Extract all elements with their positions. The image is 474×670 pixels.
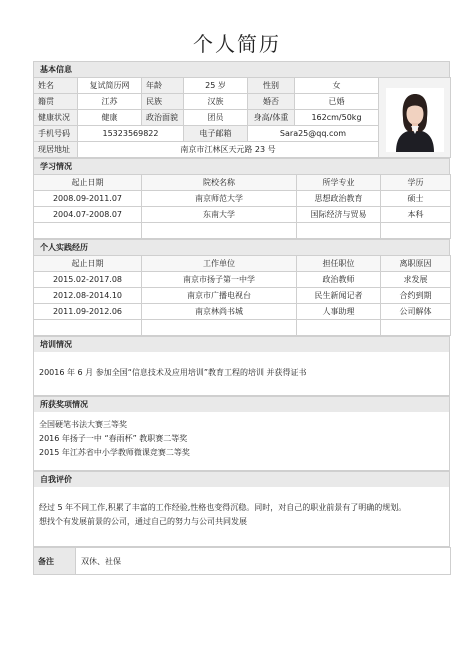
exp-employer: 南京市广播电视台 [142,288,297,304]
training-line: 20016 年 6 月 参加全国“信息技术及应用培训”教育工程的培训 并获得证书 [39,368,307,377]
table-row [34,223,451,239]
table-row [34,272,451,288]
health-value: 健康 [78,110,142,126]
experience-table [33,255,451,336]
phone-label: 手机号码 [34,126,78,142]
table-row [34,207,451,223]
awards-box [33,412,450,471]
exp-position: 人事助理 [297,304,381,320]
evaluation-box [33,487,450,547]
profile-photo [386,88,444,152]
height-weight-value: 162cm/50kg [295,110,379,126]
table-row [34,191,451,207]
section-education-heading: 学习情况 [33,158,450,174]
award-line: 2015 年江苏省中小学教师微课竞赛二等奖 [39,448,190,457]
section-awards-heading: 所获奖项情况 [33,396,450,412]
exp-position: 政治教师 [297,272,381,288]
exp-dates [34,320,142,336]
address-label: 现居地址 [34,142,78,158]
ethnicity-label: 民族 [142,94,184,110]
edu-major [297,223,381,239]
name-value: 复试简历网 [78,78,142,94]
edu-degree: 硕士 [381,191,451,207]
section-training-heading: 培训情况 [33,336,450,352]
basic-info-table [33,77,451,158]
education-table [33,174,451,239]
edu-major: 国际经济与贸易 [297,207,381,223]
political-value: 团员 [184,110,248,126]
evaluation-line: 经过 5 年不同工作,积累了丰富的工作经验,性格也变得沉稳。同时，对自己的职业前景有了明确的规划。 [39,503,407,512]
exp-employer: 南京市扬子第一中学 [142,272,297,288]
table-row [34,320,451,336]
note-label: 备注 [34,548,76,575]
health-label: 健康状况 [34,110,78,126]
edu-col-major: 所学专业 [297,175,381,191]
table-row [34,304,451,320]
page-title: 个人简历 [193,32,281,56]
marital-value: 已婚 [295,94,379,110]
gender-label: 性别 [248,78,295,94]
exp-employer: 南京林尚书城 [142,304,297,320]
exp-employer [142,320,297,336]
edu-major: 思想政治教育 [297,191,381,207]
political-label: 政治面貌 [142,110,184,126]
edu-dates [34,223,142,239]
age-value: 25 岁 [184,78,248,94]
address-value: 南京市江林区天元路 23 号 [78,142,379,158]
edu-col-school: 院校名称 [142,175,297,191]
note-value: 双休、社保 [76,548,451,575]
edu-school: 东南大学 [142,207,297,223]
exp-col-dates: 起止日期 [34,256,142,272]
height-weight-label: 身高/体重 [248,110,295,126]
exp-reason: 求发展 [381,272,451,288]
ethnicity-value: 汉族 [184,94,248,110]
exp-reason: 公司解体 [381,304,451,320]
table-row [34,288,451,304]
exp-dates: 2012.08-2014.10 [34,288,142,304]
award-line: 全国硬笔书法大赛三等奖 [39,420,127,429]
edu-school [142,223,297,239]
exp-col-employer: 工作单位 [142,256,297,272]
photo-cell [379,78,451,158]
award-line: 2016 年扬子一中 “春雨杯” 教职赛二等奖 [39,434,188,443]
edu-dates: 2004.07-2008.07 [34,207,142,223]
exp-position [297,320,381,336]
section-evaluation-heading: 自我评价 [33,471,450,487]
marital-label: 婚否 [248,94,295,110]
name-label: 姓名 [34,78,78,94]
exp-reason [381,320,451,336]
training-box [33,352,450,396]
exp-col-reason: 离职原因 [381,256,451,272]
edu-col-degree: 学历 [381,175,451,191]
exp-dates: 2015.02-2017.08 [34,272,142,288]
origin-label: 籍贯 [34,94,78,110]
edu-school: 南京师范大学 [142,191,297,207]
edu-degree [381,223,451,239]
origin-value: 江苏 [78,94,142,110]
section-basic-heading: 基本信息 [33,61,450,77]
evaluation-line: 想找个有发展前景的公司，通过自己的努力与公司共同发展 [39,517,247,526]
email-value: Sara25@qq.com [248,126,379,142]
edu-degree: 本科 [381,207,451,223]
note-table [33,547,451,575]
exp-dates: 2011.09-2012.06 [34,304,142,320]
edu-col-dates: 起止日期 [34,175,142,191]
age-label: 年龄 [142,78,184,94]
resume-sheet [33,61,450,575]
phone-value: 15323569822 [78,126,184,142]
section-experience-heading: 个人实践经历 [33,239,450,255]
exp-col-position: 担任职位 [297,256,381,272]
gender-value: 女 [295,78,379,94]
exp-position: 民生新闻记者 [297,288,381,304]
email-label: 电子邮箱 [184,126,248,142]
exp-reason: 合约到期 [381,288,451,304]
edu-dates: 2008.09-2011.07 [34,191,142,207]
